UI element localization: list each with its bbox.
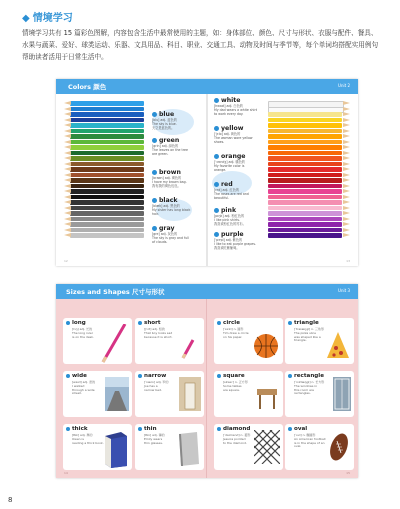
bullet-icon — [66, 427, 70, 431]
pencil — [70, 134, 144, 139]
pencil — [70, 112, 144, 117]
color-word-brown: brown [braʊn] adj. 褐色的 I have my brown bag. 我有我的褐色包包。 — [152, 169, 187, 188]
pencil — [70, 233, 144, 238]
pencil — [70, 178, 144, 183]
bullet-icon — [152, 112, 157, 117]
pencil — [70, 101, 144, 106]
color-word-red: red [rɛd] adj. 红色的 The roses are red and beautiful. — [214, 181, 249, 200]
pencil — [70, 217, 144, 222]
pencil — [268, 228, 342, 233]
intro-paragraph: 情境学习共有 15 篇彩色图解，内容包含生活中最常使用的主题，如：身体部位、颜色、尺寸与形状、衣服与配件、餐具、水果与蔬菜、爱好、球类运动、乐器、文具用品、科目、职业、交通工具、动物及时间与季节等，每个单词均搭配实用例句帮助读者活用于日常生活中。 — [22, 29, 379, 61]
pencil — [70, 167, 144, 172]
color-word-green: green [grin] adj. 绿色的 The leaves on the tree are green. — [152, 137, 188, 156]
pencil — [70, 123, 144, 128]
pencil — [268, 200, 342, 205]
shapes-footer-left: 14 — [64, 471, 68, 475]
pencil — [268, 173, 342, 178]
shape-card-narrow: narrow [ˈnæro] adj. 窄的 Joe has a narrow bed. — [135, 371, 204, 417]
shape-card-thin: thin [θɪn] adj. 薄的 Emily wears thin glasses. — [135, 424, 204, 470]
thick-book-icon — [103, 430, 129, 468]
color-word-white: white [hwaɪt] adj. 白色的 My dad wears a white shirt to work every day. — [214, 97, 257, 116]
color-word-black: black [blæk] adj. 黑色的 My sister has long black hair. — [152, 197, 191, 216]
short-pencil-icon — [171, 324, 201, 364]
shape-card-wide: wide [waɪd] adj. 宽的 I walked through a wide street. — [63, 371, 132, 417]
pencil — [70, 184, 144, 189]
bullet-icon — [66, 374, 70, 378]
pencil — [268, 222, 342, 227]
pencil — [268, 233, 342, 238]
bullet-icon — [288, 427, 292, 431]
shape-card-rectangle: rectangle [ˈrɛktæŋgl] n. 长方形 The windows in this room are rectangles. — [285, 371, 354, 417]
pencil — [70, 118, 144, 123]
colors-footer-right: 13 — [346, 259, 350, 263]
section-title-text: 情境学习 — [32, 13, 73, 24]
pencil — [268, 140, 342, 145]
pencil — [70, 228, 144, 233]
bullet-icon — [217, 321, 221, 325]
color-word-orange: orange [ˈɔrɪndʒ] adj. 橘色的 My favorite color is orange. — [214, 153, 246, 172]
bullet-icon — [288, 321, 292, 325]
pencils-left — [64, 101, 146, 251]
page-number: 8 — [8, 496, 13, 504]
bullet-icon — [214, 126, 219, 131]
bullet-icon — [138, 427, 142, 431]
bullet-icon — [152, 138, 157, 143]
color-word-gray: gray [gre] adj. 灰色的 The sky is gray and full of clouds. — [152, 225, 189, 244]
bullet-icon — [66, 321, 70, 325]
page-spine — [206, 94, 208, 266]
shape-card-circle: circle [ˈsɝkl] n. 圆形 Tim drew a circle on his paper. — [214, 318, 283, 364]
pencil — [70, 195, 144, 200]
pencil — [268, 134, 342, 139]
rectangle-window-photo — [333, 377, 351, 411]
thin-book-icon — [175, 430, 201, 466]
pencil — [70, 162, 144, 167]
shape-card-thick: thick [θɪk] adj. 厚的 Owen is reading a thick book. — [63, 424, 132, 470]
colors-spread-image — [56, 79, 358, 266]
colors-header-unit: Unit 2 — [338, 83, 350, 88]
bullet-icon — [217, 427, 221, 431]
pencil — [268, 184, 342, 189]
pencil — [268, 189, 342, 194]
pencil — [70, 189, 144, 194]
pencils-right — [268, 101, 350, 251]
pencil — [268, 118, 342, 123]
shape-card-oval: oval [ˈovl] n. 椭圆形 An American football is in the shape of an oval. — [285, 424, 354, 470]
pencil — [70, 222, 144, 227]
pencil — [70, 211, 144, 216]
pencil — [70, 206, 144, 211]
pencil — [268, 162, 342, 167]
square-table-icon — [254, 383, 280, 413]
pencil — [268, 123, 342, 128]
long-pencil-icon — [99, 324, 129, 364]
basketball-icon — [252, 332, 280, 362]
colors-header-title: Colors 颜色 — [68, 83, 107, 91]
shape-card-square: square [skwɛr] n. 正方形 Some tables are square. — [214, 371, 283, 417]
color-word-pink: pink [pɪŋk] adj. 粉红色的 I like pink shirts. 我喜欢粉红色的衬衫。 — [214, 207, 246, 226]
pencil — [268, 167, 342, 172]
shapes-footer-right: 15 — [346, 471, 350, 475]
color-word-purple: purple [ˈpɝpl] adj. 紫色的 I like to eat purple grapes. 我喜欢吃紫葡萄。 — [214, 231, 257, 250]
diamond-pattern-icon — [254, 430, 280, 464]
pencil — [70, 129, 144, 134]
shapes-header-unit: Unit 3 — [338, 288, 350, 293]
bullet-icon — [217, 374, 221, 378]
bullet-icon — [138, 374, 142, 378]
pencil — [70, 200, 144, 205]
pencil — [70, 107, 144, 112]
section-title — [22, 9, 73, 24]
bullet-icon — [214, 232, 219, 237]
pencil — [268, 211, 342, 216]
wide-street-photo — [105, 377, 129, 411]
bullet-icon — [214, 98, 219, 103]
pencil — [70, 151, 144, 156]
pencil — [268, 217, 342, 222]
shape-card-long: long [lɔŋ] adj. 长的 The long ruler is on the desk. — [63, 318, 132, 364]
color-word-yellow: yellow [ˈjɛlo] adj. 黄色的 The woman wore yellow shoes. — [214, 125, 253, 144]
shapes-spread-image — [56, 284, 358, 478]
bullet-icon — [288, 374, 292, 378]
colors-footer-left: 12 — [64, 259, 68, 263]
pencil — [70, 145, 144, 150]
bullet-icon — [214, 208, 219, 213]
shape-card-diamond: diamond [ˈdaɪmənd] n. 菱形 Jessica pointed to the diamond. — [214, 424, 283, 470]
pencil — [70, 173, 144, 178]
bullet-icon — [152, 226, 157, 231]
pencil — [70, 140, 144, 145]
pizza-slice-icon — [325, 330, 351, 360]
shape-card-short: short [ʃɔrt] adj. 短的 That boy looks sad because it is short. — [135, 318, 204, 364]
pencil — [268, 195, 342, 200]
bullet-icon — [138, 321, 142, 325]
pencil — [268, 129, 342, 134]
bullet-icon — [214, 154, 219, 159]
pencil — [268, 206, 342, 211]
shapes-header-title: Sizes and Shapes 尺寸与形状 — [66, 288, 165, 296]
pencil — [268, 151, 342, 156]
pencil — [268, 178, 342, 183]
football-icon — [327, 430, 351, 464]
pencil — [70, 156, 144, 161]
pencil — [268, 145, 342, 150]
bullet-icon — [152, 170, 157, 175]
pencil — [268, 112, 342, 117]
narrow-bed-photo — [179, 377, 201, 411]
page-spine — [206, 299, 207, 478]
bullet-icon — [152, 198, 157, 203]
shape-card-triangle: triangle [ˈtraɪæŋgl] n. 三角形 The pizza slice was shaped like a triangle. — [285, 318, 354, 364]
diamond-bullet-icon: ◆ — [22, 13, 30, 24]
pencil — [268, 156, 342, 161]
bullet-icon — [214, 182, 219, 187]
color-word-blue: blue [blu] adj. 蓝色的 The sky is blue. 天空是蓝色的。 — [152, 111, 177, 130]
